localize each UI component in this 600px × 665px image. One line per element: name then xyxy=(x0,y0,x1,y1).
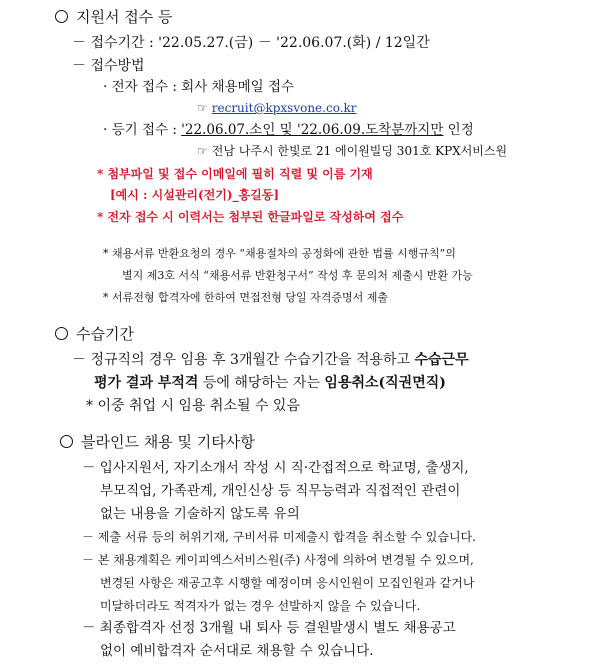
circle-bullet-icon xyxy=(60,435,73,448)
probation-bold: 수습근무 xyxy=(414,352,469,368)
section-heading-probation xyxy=(55,327,134,342)
note-certificate: * 서류전형 합격자에 한하여 면접전형 당일 자격증명서 제출 xyxy=(103,291,388,304)
notice-example: [예시 : 시설관리(전기)_홍길동] xyxy=(110,188,280,202)
mail-address-line xyxy=(197,145,507,157)
mail-suffix: 인정 xyxy=(443,122,474,138)
blind-item-4-line-2: 없이 예비합격자 순서대로 채용할 수 있습니다. xyxy=(100,643,374,659)
probation-text: － 정규직의 경우 임용 후 3개월간 수습기간을 적용하고 xyxy=(72,352,415,368)
probation-line-1 xyxy=(72,353,469,367)
pointing-hand-icon: ☞ xyxy=(197,144,208,158)
blind-item-3-line-1: － 본 채용계획은 케이피엑스서비스원(주) 사정에 의하여 변경될 수 있으며, xyxy=(82,553,474,567)
section-heading-application xyxy=(55,10,172,25)
probation-bold: 평가 결과 부적격 xyxy=(94,375,199,391)
mail-address: 전남 나주시 한빛로 21 에이원빌딩 301호 KPX서비스원 xyxy=(211,144,508,158)
email-address-link[interactable]: recruit@kpxsvone.co.kr xyxy=(211,101,357,115)
blind-item-1-line-2: 부모직업, 가족관계, 개인신상 등 직무능력과 직접적인 관련이 xyxy=(100,483,461,499)
circle-bullet-icon xyxy=(55,10,68,23)
notice-attachment: * 첨부파일 및 접수 이메일에 필히 직렬 및 이름 기재 xyxy=(97,167,373,181)
blind-item-3-line-2: 변경된 사항은 재공고후 시행할 예정이며 응시인원이 모집인원과 같거나 xyxy=(100,576,475,590)
blind-item-1-line-1: － 입사지원서, 자기소개서 작성 시 직·간접적으로 학교명, 출생지, xyxy=(82,460,469,476)
mail-dates: '22.06.07.소인 및 '22.06.09.도착분까지만 xyxy=(181,122,444,138)
probation-line-2 xyxy=(94,376,446,390)
note-document-return-1: * 채용서류 반환요청의 경우 “채용절차의 공정화에 관한 법률 시행규칙”의 xyxy=(103,247,456,260)
email-address-line xyxy=(197,102,357,114)
probation-text: 등에 해당하는 자는 xyxy=(198,375,325,391)
circle-bullet-icon xyxy=(55,327,68,340)
section-heading-blind xyxy=(60,435,255,450)
note-document-return-2: 별지 제3호 서식 “채용서류 반환청구서” 작성 후 문의처 제출시 반환 가능 xyxy=(122,269,473,282)
heading-text: 지원서 접수 등 xyxy=(76,8,173,26)
heading-text: 수습기간 xyxy=(76,325,134,343)
notice-resume-format: * 전자 접수 시 이력서는 첨부된 한글파일로 작성하여 접수 xyxy=(97,210,404,224)
blind-item-3-line-3: 미달하더라도 적격자가 없는 경우 선발하지 않을 수 있습니다. xyxy=(100,599,421,613)
application-method-label: － 접수방법 xyxy=(72,58,145,74)
pointing-hand-icon: ☞ xyxy=(197,101,208,115)
blind-item-1-line-3: 없는 내용을 기술하지 않도록 유의 xyxy=(100,506,300,522)
probation-bold: 임용취소(직권면직) xyxy=(324,375,446,391)
blind-item-4-line-1: － 최종합격자 선정 3개월 내 퇴사 등 결원발생시 별도 채용공고 xyxy=(82,620,456,636)
mail-submission xyxy=(103,124,474,138)
blind-item-2: － 제출 서류 등의 허위기재, 구비서류 미제출시 합격을 취소할 수 있습니다. xyxy=(82,530,476,544)
email-submission: · 전자 접수 : 회사 채용메일 접수 xyxy=(103,79,295,95)
probation-note: * 이중 취업 시 임용 취소될 수 있음 xyxy=(86,398,300,414)
mail-label: · 등기 접수 : xyxy=(103,122,182,138)
application-period: － 접수기간 : '22.05.27.(금) － '22.06.07.(화) / 12일간 xyxy=(72,35,430,51)
heading-text: 블라인드 채용 및 기타사항 xyxy=(81,433,255,451)
